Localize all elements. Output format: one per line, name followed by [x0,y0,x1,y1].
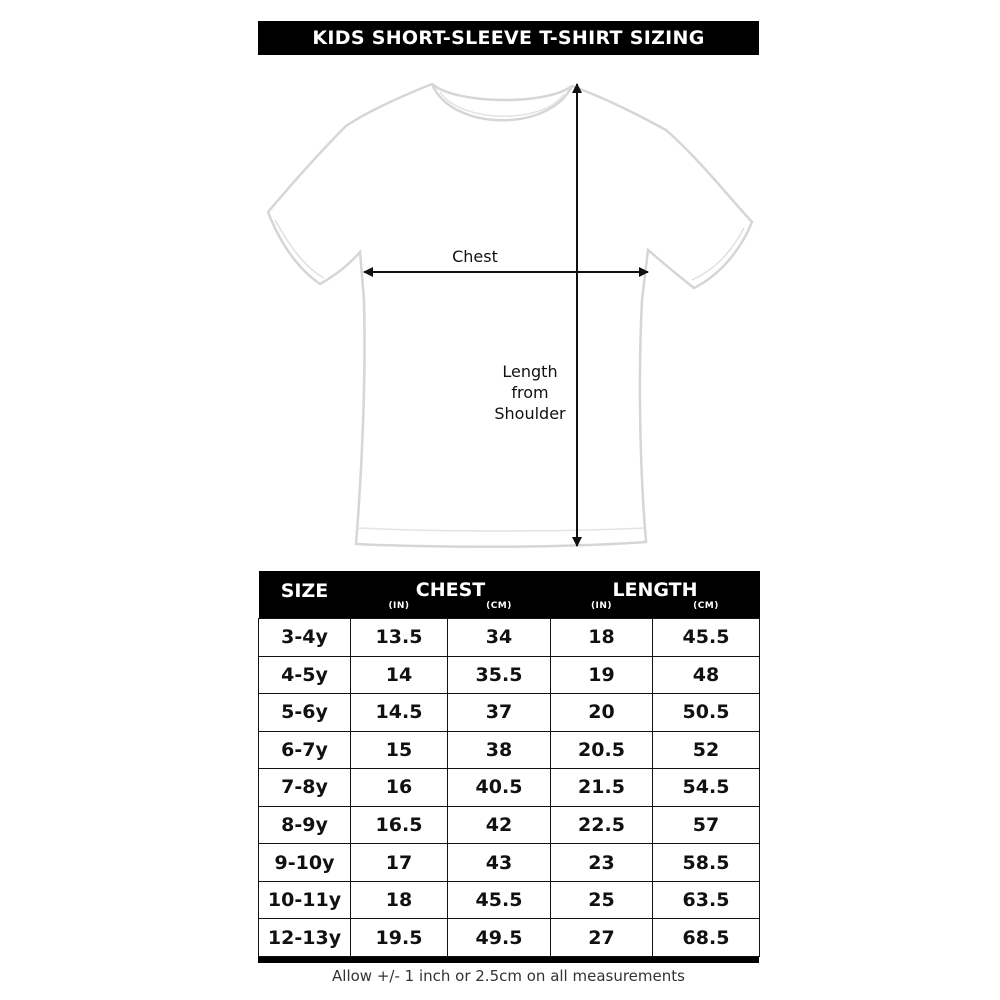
shirt-body [268,84,752,547]
size-table [258,571,760,957]
cell-length-cm: 48 [653,656,760,694]
length-label-line2: from [511,383,549,402]
length-label [482,361,578,424]
cell-length-cm: 54.5 [653,769,760,807]
cell-size: 12-13y [259,919,351,957]
cell-chest-cm: 35.5 [448,656,551,694]
cell-size: 3-4y [259,619,351,657]
header-chest: CHEST [351,571,551,601]
cell-length-in: 20.5 [551,731,653,769]
cell-length-cm: 50.5 [653,694,760,732]
cell-chest-cm: 38 [448,731,551,769]
cell-length-cm: 52 [653,731,760,769]
cell-chest-cm: 49.5 [448,919,551,957]
cell-chest-in: 16 [351,769,448,807]
chest-label [430,246,520,267]
cell-chest-in: 19.5 [351,919,448,957]
header-chest-cm: (CM) [448,601,551,619]
cell-length-in: 23 [551,844,653,882]
cell-size: 4-5y [259,656,351,694]
cell-length-in: 19 [551,656,653,694]
table-row [259,619,760,657]
table-row [259,881,760,919]
cell-length-cm: 58.5 [653,844,760,882]
chest-label-text: Chest [452,247,498,266]
table-row [259,694,760,732]
table-row [259,731,760,769]
cell-length-in: 22.5 [551,806,653,844]
cell-chest-in: 13.5 [351,619,448,657]
cell-length-cm: 45.5 [653,619,760,657]
cell-size: 5-6y [259,694,351,732]
header-length-in: (IN) [551,601,653,619]
length-label-line1: Length [502,362,558,381]
cell-length-in: 27 [551,919,653,957]
cell-chest-cm: 34 [448,619,551,657]
cell-chest-in: 14 [351,656,448,694]
table-row [259,919,760,957]
cell-chest-in: 14.5 [351,694,448,732]
cell-length-cm: 63.5 [653,881,760,919]
cell-size: 7-8y [259,769,351,807]
table-row [259,656,760,694]
table-row [259,844,760,882]
table-row [259,769,760,807]
page-title-text: KIDS SHORT-SLEEVE T-SHIRT SIZING [312,27,705,49]
cell-chest-cm: 42 [448,806,551,844]
cell-length-in: 25 [551,881,653,919]
cell-chest-in: 16.5 [351,806,448,844]
header-size: SIZE [259,571,351,619]
cell-chest-cm: 43 [448,844,551,882]
table-footer-bar [258,957,759,963]
length-label-line3: Shoulder [494,404,566,423]
cell-length-in: 21.5 [551,769,653,807]
header-chest-in: (IN) [351,601,448,619]
header-length: LENGTH [551,571,760,601]
header-length-cm: (CM) [653,601,760,619]
cell-size: 8-9y [259,806,351,844]
table-row [259,806,760,844]
cell-length-cm: 57 [653,806,760,844]
cell-chest-cm: 40.5 [448,769,551,807]
measurement-footnote [258,967,759,985]
cell-length-in: 18 [551,619,653,657]
cell-size: 10-11y [259,881,351,919]
cell-length-in: 20 [551,694,653,732]
measurement-footnote-text: Allow +/- 1 inch or 2.5cm on all measurements [332,967,685,985]
cell-chest-in: 17 [351,844,448,882]
cell-size: 9-10y [259,844,351,882]
cell-length-cm: 68.5 [653,919,760,957]
cell-chest-cm: 37 [448,694,551,732]
cell-chest-in: 15 [351,731,448,769]
table-header-row [259,571,760,601]
cell-chest-in: 18 [351,881,448,919]
cell-chest-cm: 45.5 [448,881,551,919]
cell-size: 6-7y [259,731,351,769]
